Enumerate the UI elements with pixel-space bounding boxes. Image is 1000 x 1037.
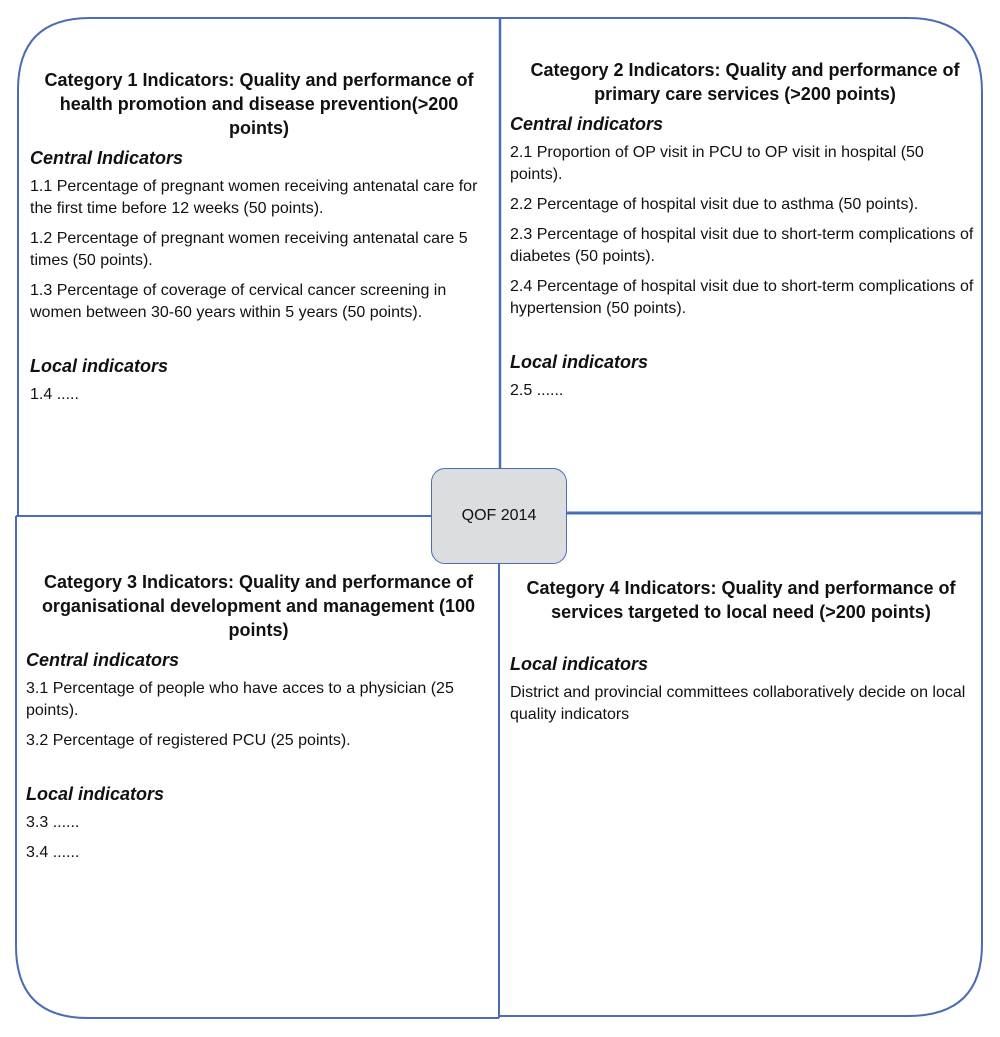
category-2-panel (510, 58, 980, 410)
category-2-central-item: 2.2 Percentage of hospital visit due to asthma (50 points). (510, 196, 919, 213)
category-3-panel (26, 570, 491, 872)
category-4-title: Category 4 Indicators: Quality and performance of services targeted to local need (>200 points) (526, 578, 956, 622)
category-4-local-heading: Local indicators (510, 654, 649, 674)
category-2-local-heading: Local indicators (510, 352, 649, 372)
category-3-central-item: 3.2 Percentage of registered PCU (25 points). (26, 732, 351, 749)
category-1-central-item: 1.2 Percentage of pregnant women receiving antenatal care 5 times (50 points). (30, 230, 468, 269)
category-4-panel (510, 576, 972, 734)
category-1-local-heading: Local indicators (30, 356, 169, 376)
category-3-local-heading: Local indicators (26, 784, 165, 804)
category-1-central-heading: Central Indicators (30, 148, 184, 168)
category-1-panel (30, 68, 488, 414)
category-2-central-item: 2.4 Percentage of hospital visit due to short-term complications of hypertension (50 points). (510, 278, 974, 317)
category-2-local-item: 2.5 ...... (510, 382, 564, 399)
category-4-local-item: District and provincial committees collaboratively decide on local quality indicators (510, 684, 966, 723)
category-1-central-item: 1.1 Percentage of pregnant women receiving antenatal care for the first time before 12 weeks (50 points). (30, 178, 478, 217)
category-3-title: Category 3 Indicators: Quality and performance of organisational development and management (100 points) (41, 572, 476, 640)
qof-center-label: QOF 2014 (461, 507, 537, 524)
category-1-local-item: 1.4 ..... (30, 386, 79, 403)
category-2-central-heading: Central indicators (510, 114, 664, 134)
category-1-title: Category 1 Indicators: Quality and performance of health promotion and disease prevention(>200 points) (44, 70, 474, 138)
category-3-central-heading: Central indicators (26, 650, 180, 670)
category-2-central-item: 2.3 Percentage of hospital visit due to short-term complications of diabetes (50 points). (510, 226, 974, 265)
category-2-title: Category 2 Indicators: Quality and performance of primary care services (>200 points) (530, 60, 960, 104)
category-2-central-item: 2.1 Proportion of OP visit in PCU to OP visit in hospital (50 points). (510, 144, 924, 183)
category-3-central-item: 3.1 Percentage of people who have acces to a physician (25 points). (26, 680, 454, 719)
category-3-local-item: 3.4 ...... (26, 844, 80, 861)
category-1-central-item: 1.3 Percentage of coverage of cervical cancer screening in women between 30-60 years within 5 years (50 points). (30, 282, 447, 321)
qof-center-box (431, 468, 567, 564)
category-3-local-item: 3.3 ...... (26, 814, 80, 831)
